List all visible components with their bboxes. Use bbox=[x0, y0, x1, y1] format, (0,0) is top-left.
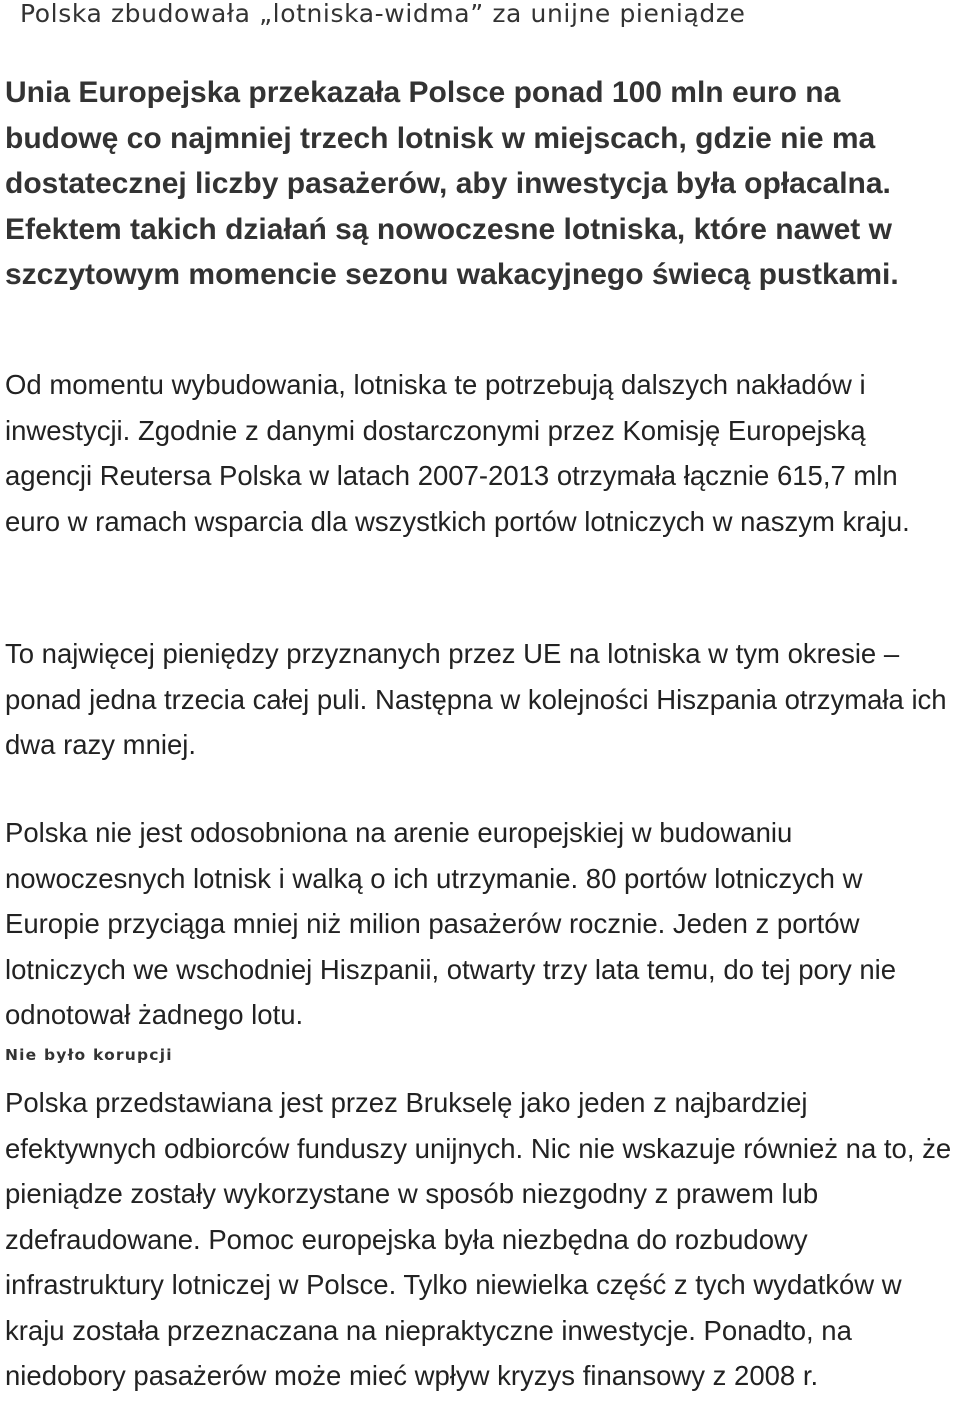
paragraph-europe: Polska nie jest odosobniona na arenie europejskiej w budowaniu nowoczesnych lotnisk i walką o ich utrzymanie. 80 portów lotniczych w Europie przyciąga mniej niż milion pasażerów rocznie. Jeden z portów lotniczych we wschodniej Hiszpanii, otwarty trzy lata temu, do tej pory nie odnotował żadnego lotu. bbox=[5, 817, 897, 1030]
paragraph-share: To najwięcej pieniędzy przyznanych przez UE na lotniska w tym okresie – ponad jedna trzecia całej puli. Następna w kolejności Hiszpania otrzymała ich dwa razy mniej. bbox=[5, 638, 947, 760]
paragraph-funding: Od momentu wybudowania, lotniska te potrzebują dalszych nakładów i inwestycji. Zgodnie z danymi dostarczonymi przez Komisję Europejską agencji Reutersa Polska w latach 2007-2013 otrzymała łącznie 615,7 mln euro w ramach wsparcia dla wszystkich portów lotniczych w naszym kraju. bbox=[5, 369, 910, 537]
section-subheading: Nie było korupcji bbox=[5, 1046, 173, 1064]
article-lead: Unia Europejska przekazała Polsce ponad 100 mln euro na budowę co najmniej trzech lotnisk w miejscach, gdzie nie ma dostatecznej liczby pasażerów, aby inwestycja była opłacalna. Efektem takich działań są nowoczesne lotniska, które nawet w szczytowym momencie sezonu wakacyjnego świecą pustkami. bbox=[5, 76, 899, 291]
article-title: Polska zbudowała „lotniska-widma” za unijne pieniądze bbox=[20, 0, 746, 28]
paragraph-no-corruption: Polska przedstawiana jest przez Brukselę jako jeden z najbardziej efektywnych odbiorców funduszy unijnych. Nic nie wskazuje również na to, że pieniądze zostały wykorzystane w sposób niezgodny z prawem lub zdefraudowane. Pomoc europejska była niezbędna do rozbudowy infrastruktury lotniczej w Polsce. Tylko niewielka część z tych wydatków w kraju została przeznaczana na niepraktyczne inwestycje. Ponadto, na niedobory pasażerów może mieć wpływ kryzys finansowy z 2008 r. bbox=[5, 1087, 952, 1391]
